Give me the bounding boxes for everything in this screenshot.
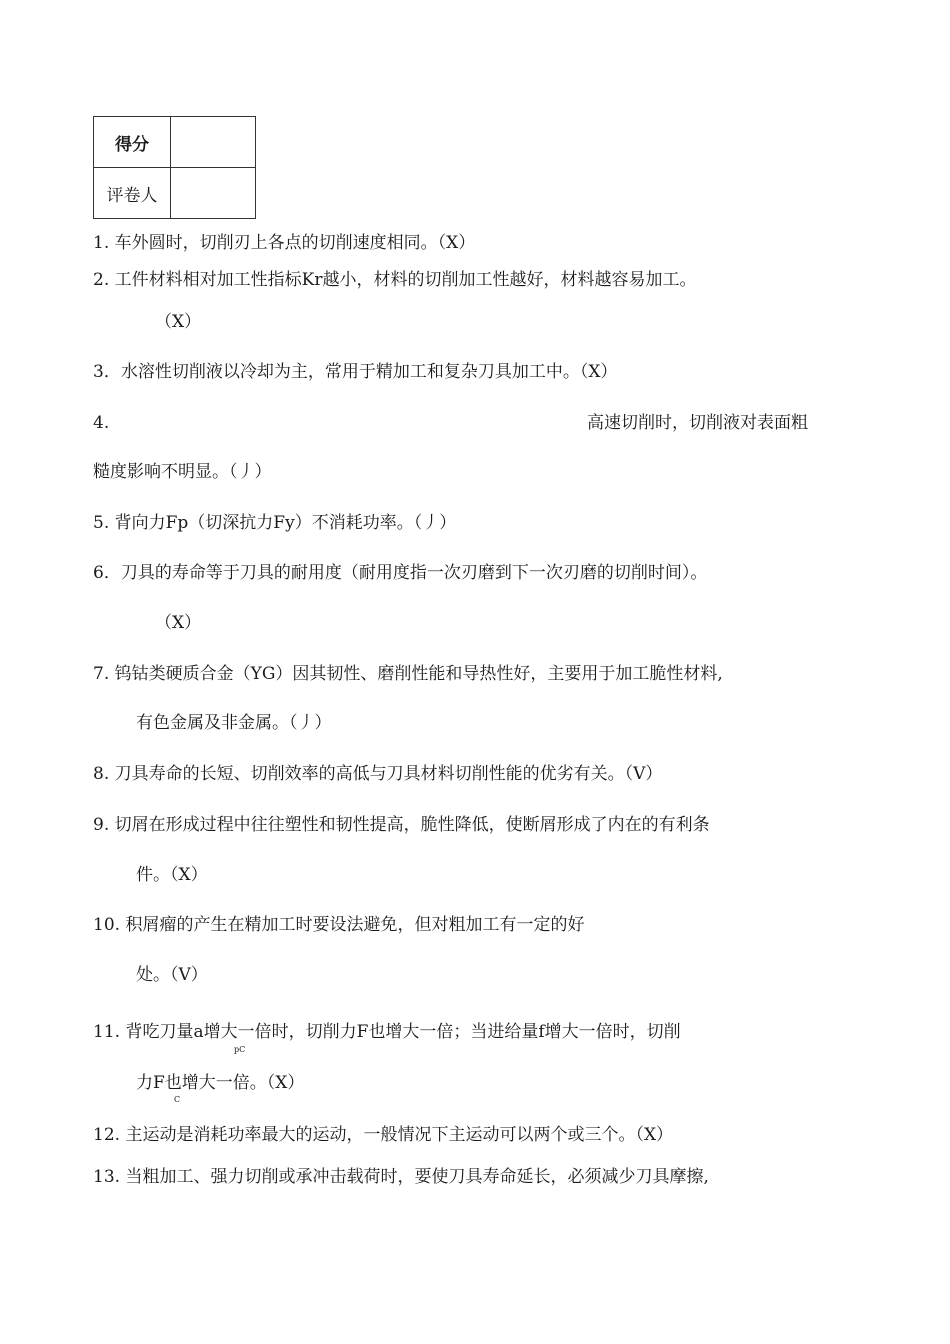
question-12: 12. 主运动是消耗功率最大的运动，一般情况下主运动可以两个或三个。（X） <box>93 1125 674 1145</box>
question-5: 5. 背向力Fp（切深抗力Fy）不消耗功率。（丿） <box>93 513 457 533</box>
question-10: 10. 积屑瘤的产生在精加工时要设法避免，但对粗加工有一定的好 <box>93 915 585 935</box>
question-7: 7. 钨钴类硬质合金（YG）因其韧性、磨削性能和导热性好，主要用于加工脆性材料, <box>93 664 723 684</box>
question-11-cont-subscript: C <box>174 1095 181 1104</box>
question-4-cont: 糙度影响不明显。（丿） <box>93 462 272 482</box>
grader-label: 评卷人 <box>94 168 171 219</box>
grader-cell <box>171 168 256 219</box>
question-4-number: 4. <box>93 413 110 433</box>
score-table <box>93 116 256 219</box>
score-cell <box>171 117 256 168</box>
question-4: 高速切削时，切削液对表面粗 <box>587 413 808 433</box>
question-9: 9. 切屑在形成过程中往往塑性和韧性提高，脆性降低，使断屑形成了内在的有利条 <box>93 815 710 835</box>
question-11-subscript: pC <box>234 1045 246 1054</box>
question-11: 11. 背吃刀量a增大一倍时，切削力F也增大一倍；当进给量f增大一倍时，切削 <box>93 1022 681 1042</box>
question-10-cont: 处。（V） <box>136 965 208 985</box>
question-3: 3．水溶性切削液以冷却为主，常用于精加工和复杂刀具加工中。（X） <box>93 362 618 382</box>
question-9-cont: 件。（X） <box>136 865 208 885</box>
question-6: 6．刀具的寿命等于刀具的耐用度（耐用度指一次刃磨到下一次刃磨的切削时间）。 <box>93 563 708 583</box>
question-1: 1. 车外圆时，切削刃上各点的切削速度相同。（X） <box>93 233 476 253</box>
question-6-answer: （X） <box>155 613 202 633</box>
question-13: 13. 当粗加工、强力切削或承冲击载荷时，要使刀具寿命延长，必须减少刀具摩擦, <box>93 1167 709 1187</box>
question-7-cont: 有色金属及非金属。（丿） <box>136 713 332 733</box>
question-2: 2. 工件材料相对加工性指标Kr越小，材料的切削加工性越好，材料越容易加工。 <box>93 270 697 290</box>
score-label: 得分 <box>94 117 171 168</box>
question-11-cont: 力F也增大一倍。（X） <box>136 1073 305 1093</box>
question-2-answer: （X） <box>155 312 202 332</box>
question-8: 8. 刀具寿命的长短、切削效率的高低与刀具材料切削性能的优劣有关。（V） <box>93 764 663 784</box>
